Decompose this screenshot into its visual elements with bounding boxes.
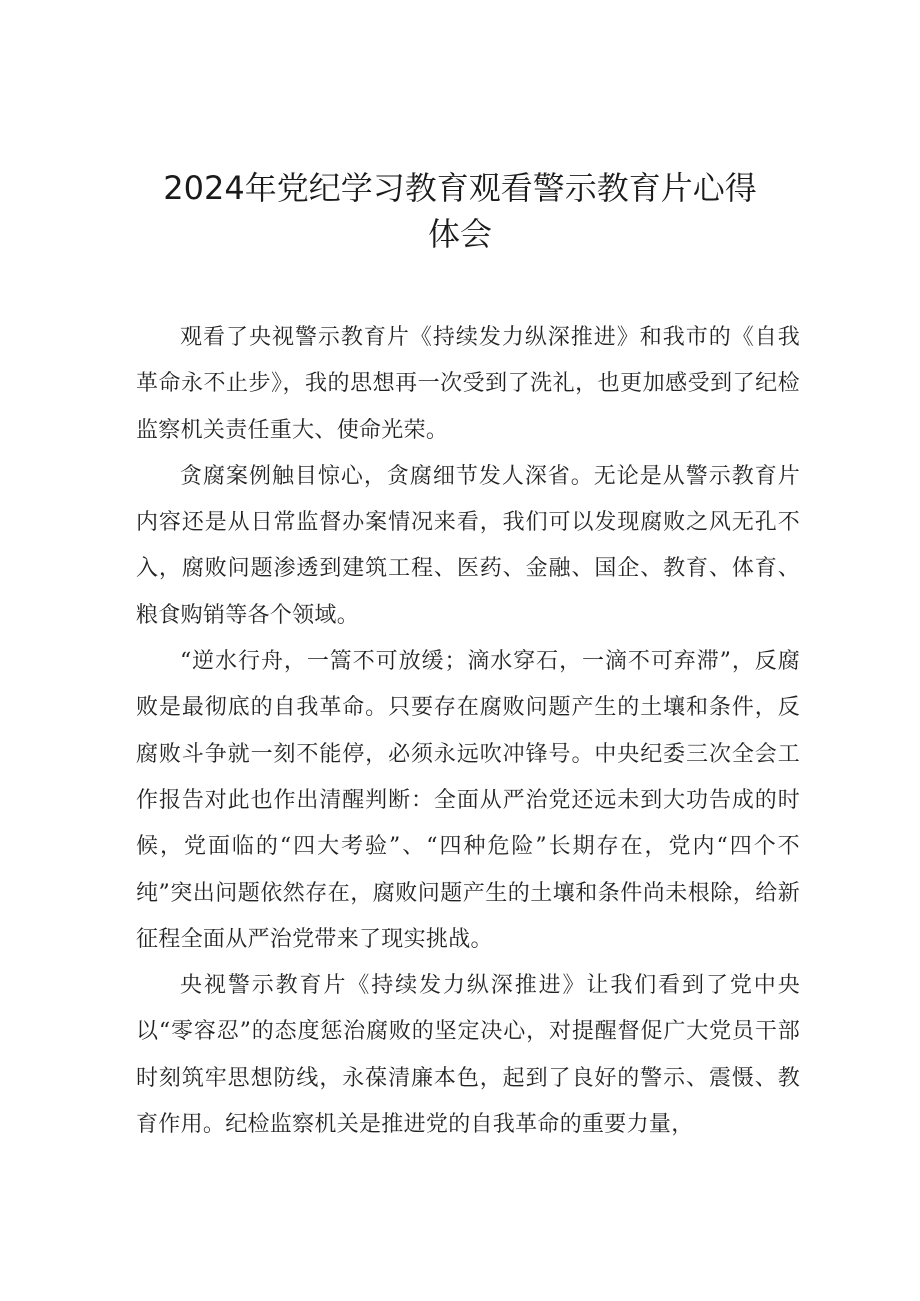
page-title [130,165,790,257]
paragraph-4: 央视警示教育片《持续发力纵深推进》让我们看到了党中央以“零容忍”的态度惩治腐败的坚定决心，对提醒督促广大党员干部时刻筑牢思想防线，永葆清廉本色，起到了良好的警示、震慑、教育作用。纪检监察机关是推进党的自我革命的重要力量， [136,973,800,1138]
paragraph-3: “逆水行舟，一篙不可放缓；滴水穿石，一滴不可弃滞”，反腐败是最彻底的自我革命。只要存在腐败问题产生的土壤和条件，反腐败斗争就一刻不能停，必须永远吹冲锋号。中央纪委三次全会工作报告对此也作出清醒判断：全面从严治党还远未到大功告成的时候，党面临的“四大考验”、“四种危险”长期存在，党内“四个不纯”突出问题依然存在，腐败问题产生的土壤和条件尚未根除，给新征程全面从严治党带来了现实挑战。 [136,649,800,952]
title-line-1: 2024年党纪学习教育观看警示教育片心得 [163,169,757,207]
paragraph-2: 贪腐案例触目惊心，贪腐细节发人深省。无论是从警示教育片内容还是从日常监督办案情况来看，我们可以发现腐败之风无孔不入，腐败问题渗透到建筑工程、医药、金融、国企、教育、体育、粮食购销等各个领域。 [136,463,800,628]
title-line-2: 体会 [427,215,492,253]
paragraph-1: 观看了央视警示教育片《持续发力纵深推进》和我市的《自我革命永不止步》，我的思想再一次受到了洗礼，也更加感受到了纪检监察机关责任重大、使命光荣。 [136,325,800,443]
document-body [136,315,800,1148]
